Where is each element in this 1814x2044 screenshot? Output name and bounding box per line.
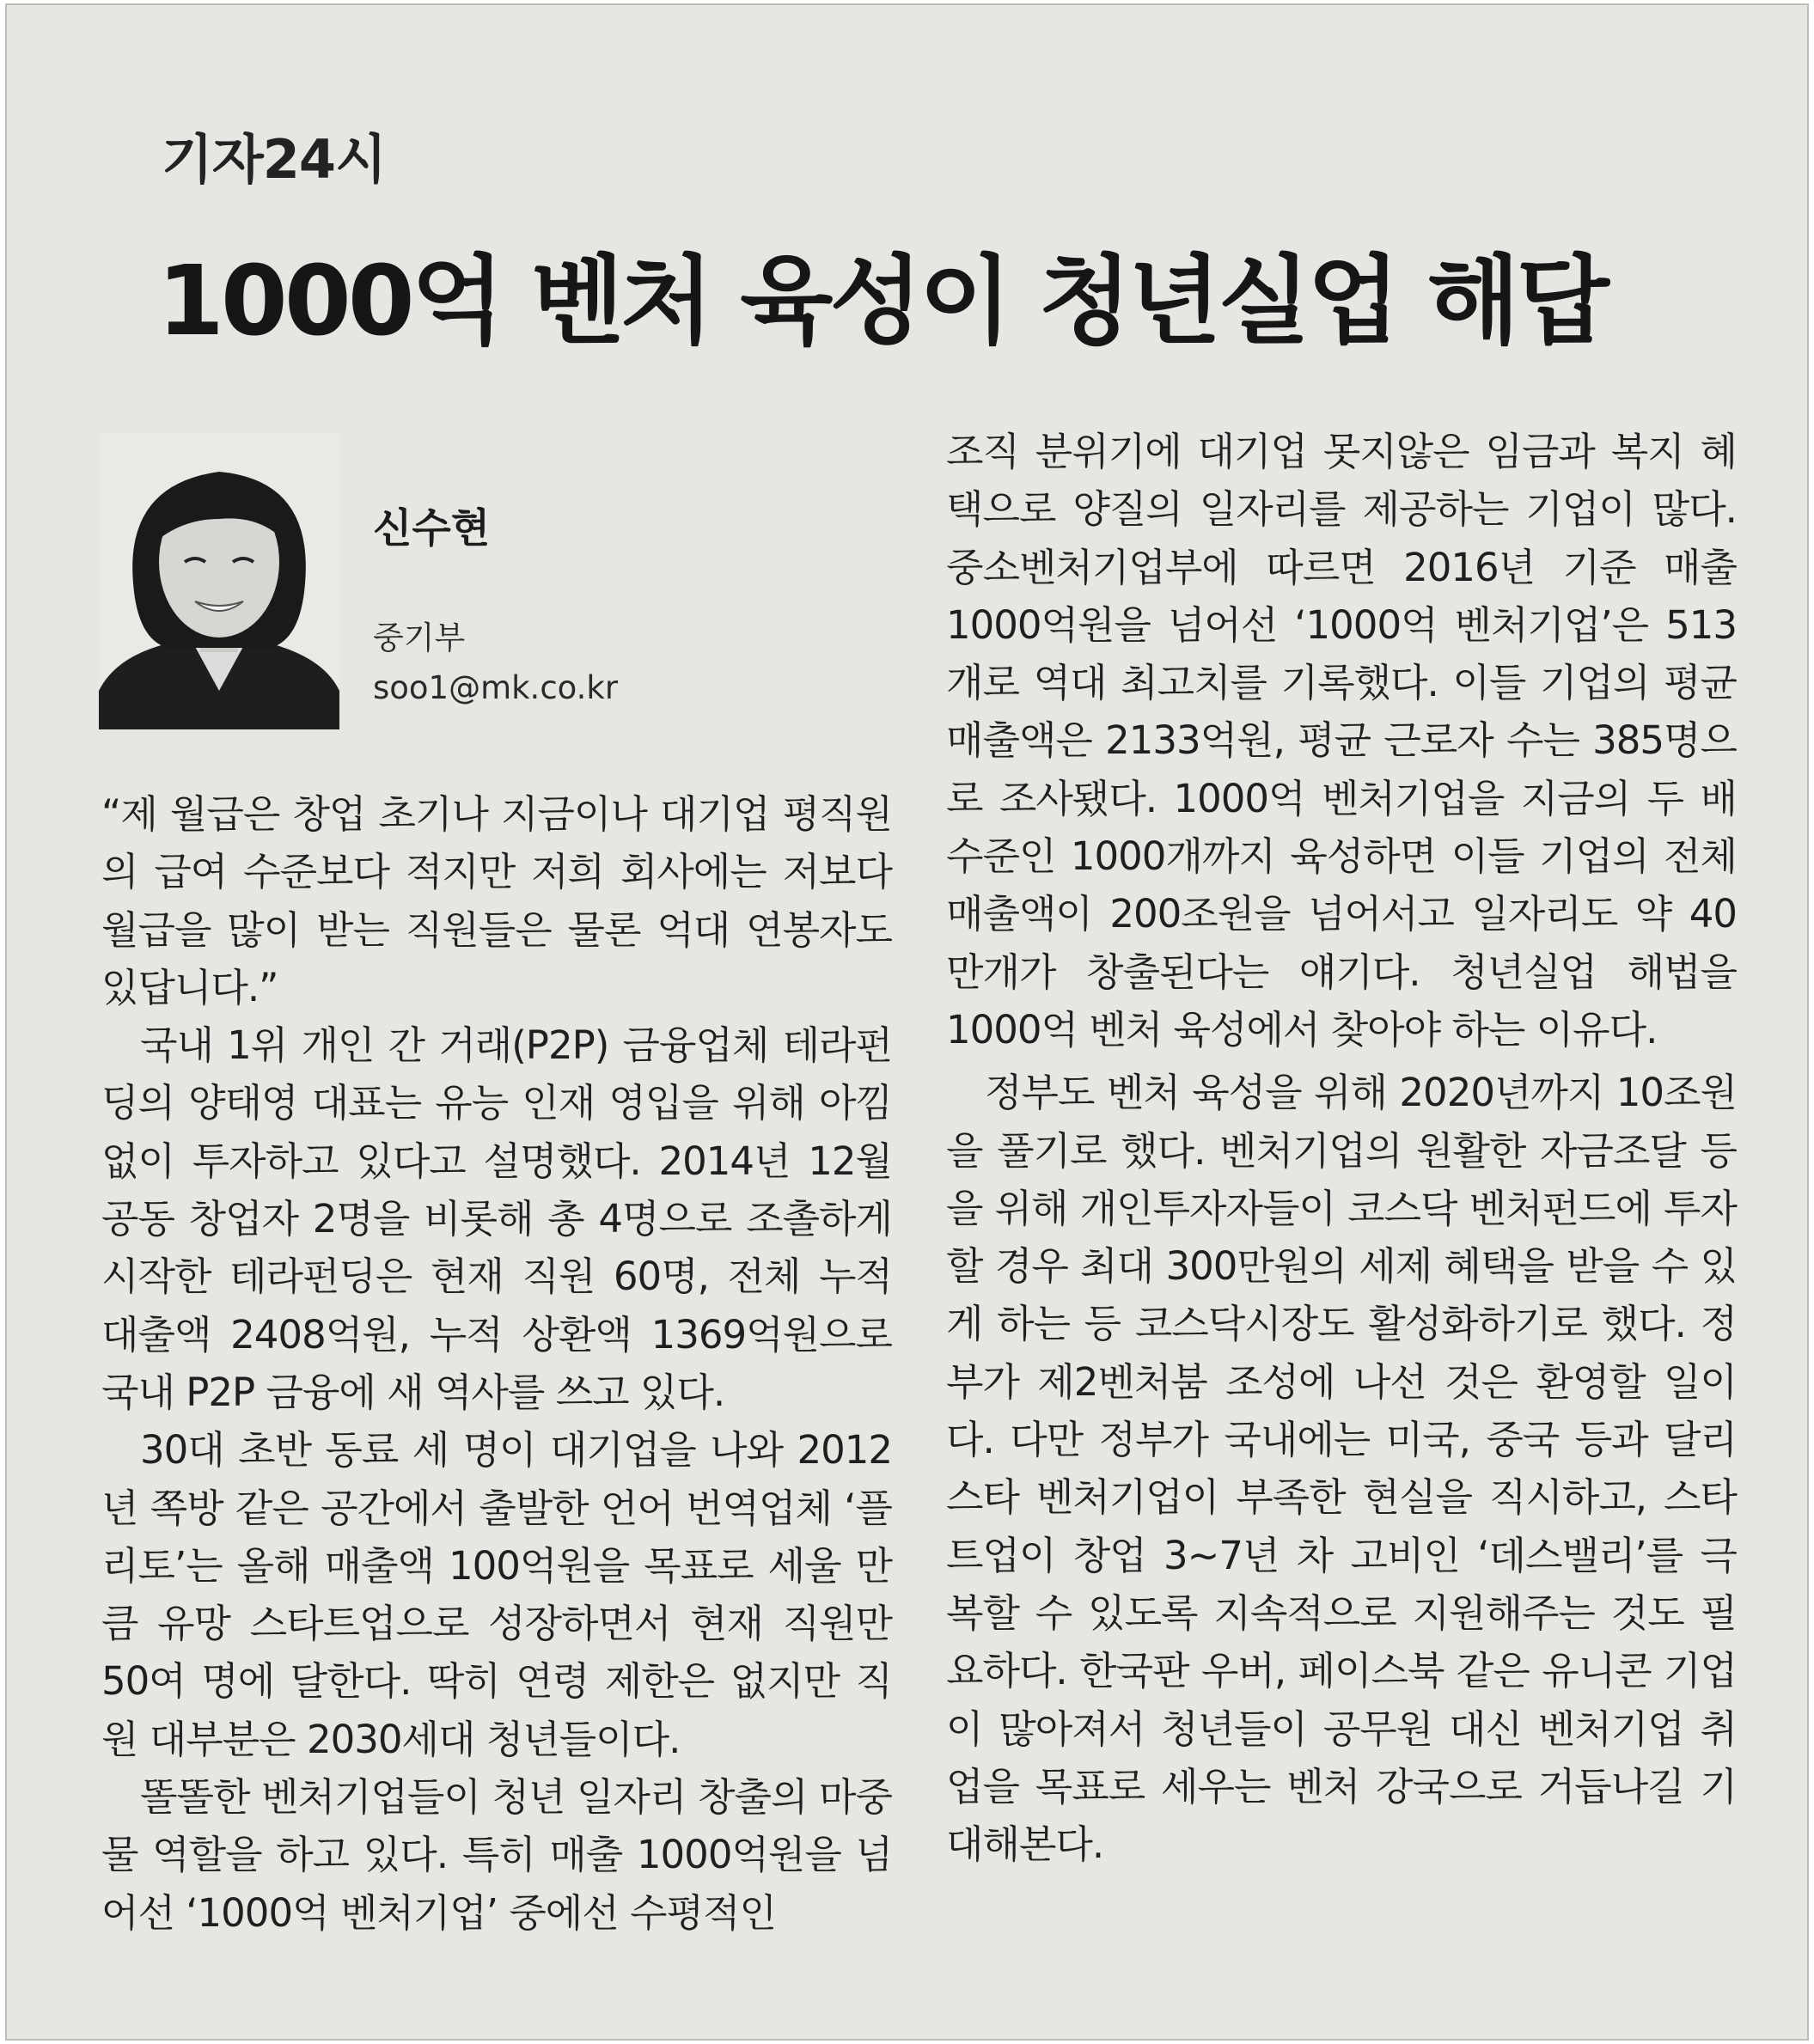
author-photo [99, 433, 339, 729]
newspaper-clipping [5, 3, 1809, 2041]
article-paragraph: 30대 초반 동료 세 명이 대기업을 나와 2012년 쪽방 같은 공간에서 출발한 언어 번역업체 ‘플리토’는 올해 매출액 100억원을 목표로 세울 만큼 유망 스타트업으로 성장하면서 현재 직원만 50여 명에 달한다. 딱히 연령 제한은 없지만 직원 대부분은 2030세대 청년들이다. [101, 1427, 892, 1762]
author-portrait-image [99, 433, 339, 729]
article-paragraph: “제 월급은 창업 초기나 지금이나 대기업 평직원의 급여 수준보다 적지만 저희 회사에는 저보다 월급을 많이 받는 직원들은 물론 억대 연봉자도 있답니다.” [101, 791, 892, 1010]
article-column-left [101, 785, 892, 1942]
author-name: 신수현 [373, 505, 491, 552]
article-paragraph: 조직 분위기에 대기업 못지않은 임금과 복지 혜택으로 양질의 일자리를 제공하는 기업이 많다. 중소벤처기업부에 따르면 2016년 기준 매출 1000억원을 넘어선 ‘1000억 벤처기업’은 513개로 역대 최고치를 기록했다. 이들 기업의 평균 매출액은 2133억원, 평균 근로자 수는 385명으로 조사됐다. 1000억 벤처기업을 지금의 두 배 수준인 1000개까지 육성하면 이들 기업의 전체 매출액이 200조원을 넘어서고 일자리도 약 40만개가 창출된다는 얘기다. 청년실업 해법을 1000억 벤처 육성에서 찾아야 하는 이유다. [946, 429, 1737, 1053]
article-paragraph: 국내 1위 개인 간 거래(P2P) 금융업체 테라펀딩의 양태영 대표는 유능 인재 영입을 위해 아낌없이 투자하고 있다고 설명했다. 2014년 12월 공동 창업자 2명을 비롯해 총 4명으로 조촐하게 시작한 테라펀딩은 현재 직원 60명, 전체 누적 대출액 2408억원, 누적 상환액 1369억원으로 국내 P2P 금융에 새 역사를 쓰고 있다. [101, 1022, 892, 1415]
article-paragraph: 똘똘한 벤처기업들이 청년 일자리 창출의 마중물 역할을 하고 있다. 특히 매출 1000억원을 넘어선 ‘1000억 벤처기업’ 중에선 수평적인 [101, 1774, 892, 1936]
headline: 1000억 벤처 육성이 청년실업 해답 [157, 246, 1606, 357]
author-department: 중기부 [373, 619, 466, 656]
section-label: 기자24시 [162, 128, 386, 191]
author-email: soo1@mk.co.kr [373, 669, 619, 706]
article-column-right [946, 423, 1737, 1873]
article-paragraph: 정부도 벤처 육성을 위해 2020년까지 10조원을 풀기로 했다. 벤처기업의 원활한 자금조달 등을 위해 개인투자자들이 코스닥 벤처펀드에 투자할 경우 최대 300만원의 세제 혜택을 받을 수 있게 하는 등 코스닥시장도 활성화하기로 했다. 정부가 제2벤처붐 조성에 나선 것은 환영할 일이다. 다만 정부가 국내에는 미국, 중국 등과 달리 스타 벤처기업이 부족한 현실을 직시하고, 스타트업이 창업 3~7년 차 고비인 ‘데스밸리’를 극복할 수 있도록 지속적으로 지원해주는 것도 필요하다. 한국판 우버, 페이스북 같은 유니콘 기업이 많아져서 청년들이 공무원 대신 벤처기업 취업을 목표로 세우는 벤처 강국으로 거듭나길 기대해본다. [946, 1070, 1737, 1868]
